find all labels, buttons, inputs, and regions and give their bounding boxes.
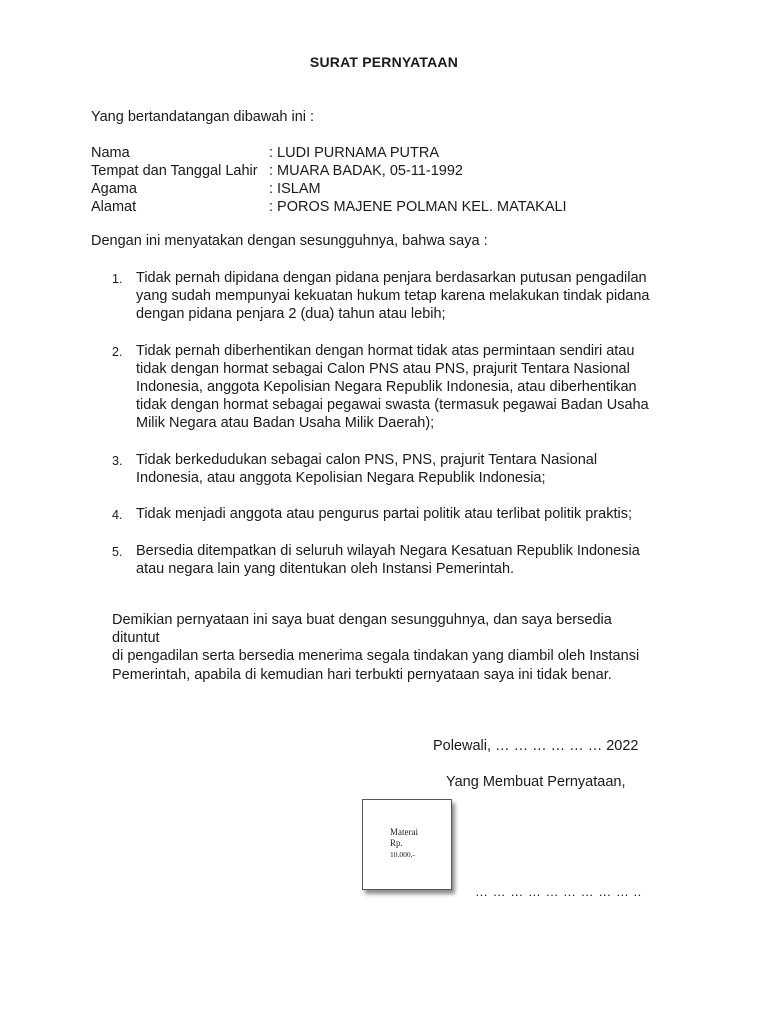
identity-label: Nama bbox=[91, 145, 130, 161]
list-line: dengan pidana penjara 2 (dua) tahun atau lebih; bbox=[136, 306, 446, 323]
stamp-text: 10.000,- bbox=[390, 850, 415, 859]
statement-list bbox=[112, 269, 682, 597]
list-number: 3. bbox=[112, 453, 123, 468]
place-date: Polewali, … … … … … … 2022 bbox=[433, 738, 639, 754]
list-text bbox=[136, 542, 682, 578]
list-item bbox=[112, 505, 682, 524]
statement-text: Dengan ini menyatakan dengan sesungguhnya, bahwa saya : bbox=[91, 233, 488, 249]
list-item bbox=[112, 269, 682, 324]
list-item bbox=[112, 342, 682, 433]
stamp-box bbox=[362, 799, 452, 890]
identity-block bbox=[91, 144, 567, 216]
document-title: SURAT PERNYATAAN bbox=[309, 54, 459, 70]
identity-value: : LUDI PURNAMA PUTRA bbox=[269, 145, 439, 161]
identity-row-name bbox=[91, 144, 567, 162]
list-line: Bersedia ditempatkan di seluruh wilayah Negara Kesatuan Republik Indonesia bbox=[136, 543, 640, 560]
closing-line: dituntut bbox=[112, 630, 160, 647]
closing-paragraph bbox=[112, 611, 672, 684]
identity-value: : MUARA BADAK, 05-11-1992 bbox=[269, 163, 463, 179]
list-line: yang sudah mempunyai kekuatan hukum tetap karena melakukan tindak pidana bbox=[136, 288, 650, 305]
identity-row-birth bbox=[91, 162, 567, 180]
identity-label: Agama bbox=[91, 181, 137, 197]
list-number: 1. bbox=[112, 272, 123, 286]
identity-row-address bbox=[91, 198, 567, 216]
list-number: 5. bbox=[112, 545, 123, 560]
identity-value: : ISLAM bbox=[269, 181, 321, 197]
list-item bbox=[112, 542, 682, 578]
closing-line: Demikian pernyataan ini saya buat dengan sesungguhnya, dan saya bersedia bbox=[112, 612, 612, 628]
identity-row-religion bbox=[91, 180, 567, 198]
list-text bbox=[136, 342, 682, 433]
maker-label: Yang Membuat Pernyataan, bbox=[446, 774, 626, 790]
list-line: Indonesia, atau anggota Kepolisian Negara Republik Indonesia; bbox=[136, 469, 546, 486]
list-number: 2. bbox=[112, 344, 123, 359]
list-line: Tidak berkedudukan sebagai calon PNS, PNS, prajurit Tentara Nasional bbox=[136, 451, 598, 468]
list-line: Milik Negara atau Badan Usaha Milik Daerah); bbox=[136, 415, 435, 432]
list-line: Tidak pernah diberhentikan dengan hormat tidak atas permintaan sendiri atau bbox=[136, 342, 635, 359]
identity-value: : POROS MAJENE POLMAN KEL. MATAKALI bbox=[269, 199, 567, 215]
list-line: Tidak menjadi anggota atau pengurus partai politik atau terlibat politik praktis; bbox=[136, 506, 632, 523]
list-line: Tidak pernah dipidana dengan pidana penjara berdasarkan putusan pengadilan bbox=[136, 270, 647, 286]
signature-line: … … … … … … … … … .. bbox=[475, 884, 642, 899]
closing-line: di pengadilan serta bersedia menerima segala tindakan yang diambil oleh Instansi bbox=[112, 648, 640, 665]
list-item bbox=[112, 451, 682, 487]
list-line: atau negara lain yang ditentukan oleh Instansi Pemerintah. bbox=[136, 561, 515, 578]
list-line: Indonesia, anggota Kepolisian Negara Republik Indonesia, atau diberhentikan bbox=[136, 379, 637, 396]
stamp-text: Rp. bbox=[390, 838, 403, 848]
list-line: tidak dengan hormat sebagai Calon PNS atau PNS, prajurit Tentara Nasional bbox=[136, 360, 630, 377]
identity-label: Alamat bbox=[91, 199, 137, 215]
list-text bbox=[136, 451, 682, 487]
intro-text: Yang bertandatangan dibawah ini : bbox=[91, 109, 315, 125]
identity-label: Tempat dan Tanggal Lahir bbox=[91, 163, 258, 179]
list-text bbox=[136, 269, 682, 324]
list-number: 4. bbox=[112, 508, 123, 523]
list-text bbox=[136, 505, 682, 524]
stamp-text: Materai bbox=[390, 827, 418, 837]
closing-line: Pemerintah, apabila di kemudian hari terbukti pernyataan saya ini tidak benar. bbox=[112, 666, 612, 683]
list-line: tidak dengan hormat sebagai pegawai swasta (termasuk pegawai Badan Usaha bbox=[136, 397, 649, 414]
